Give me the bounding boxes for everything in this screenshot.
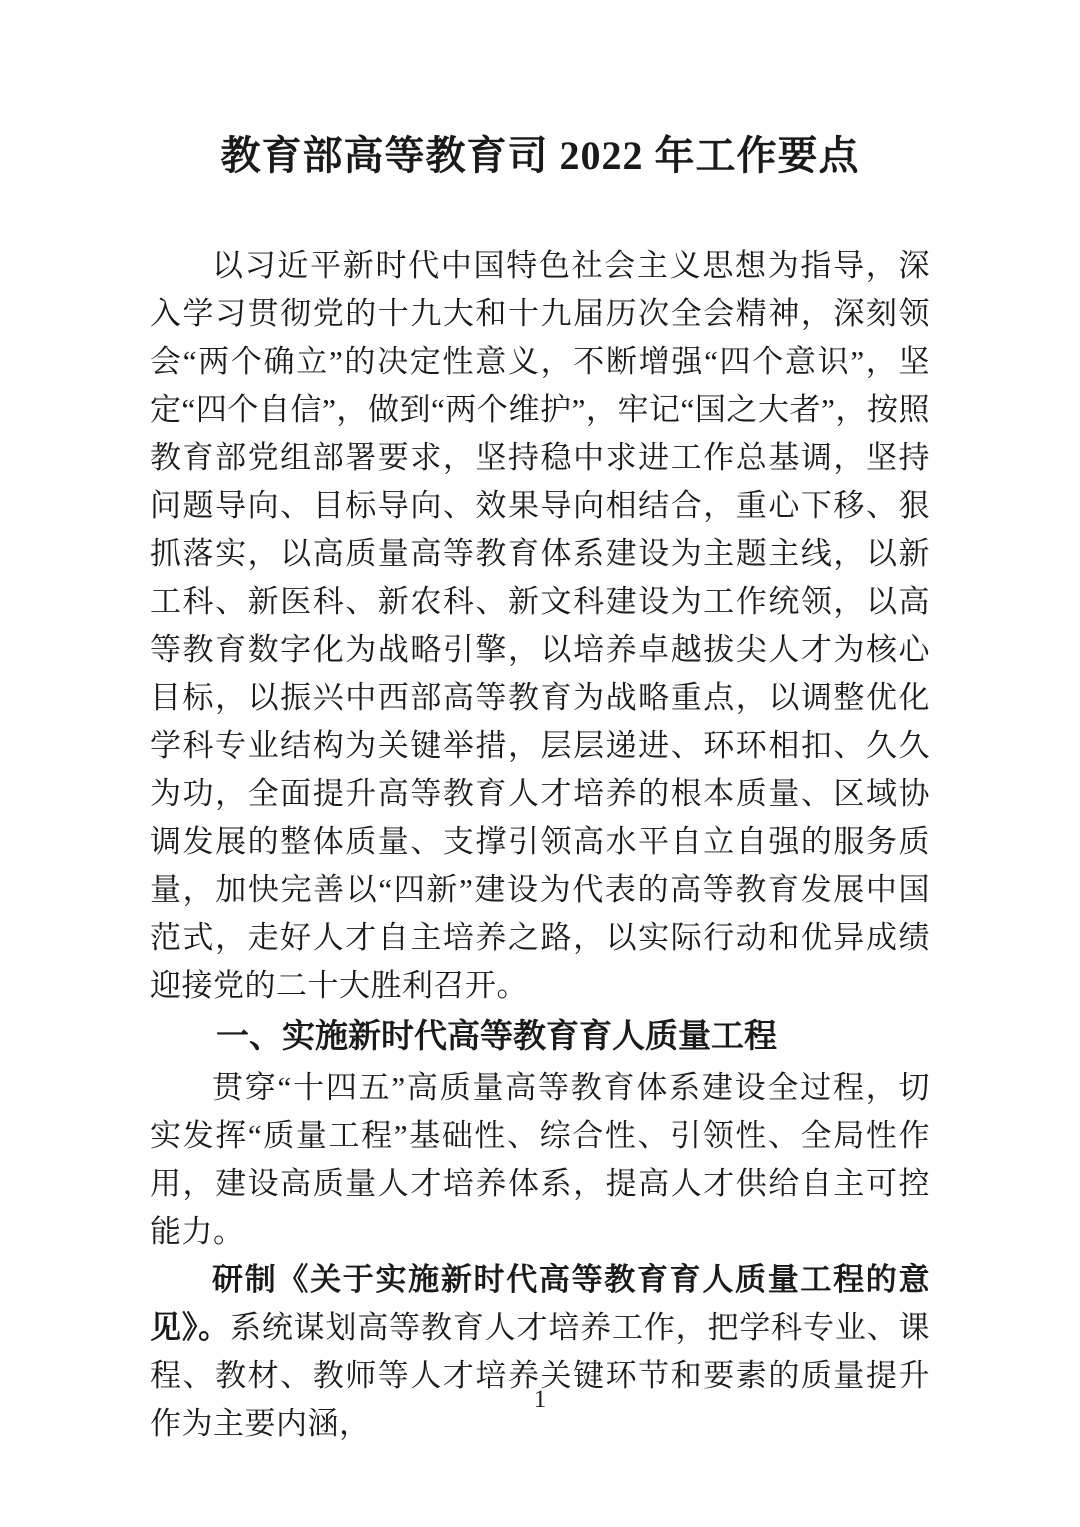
section-1-overview: 贯穿“十四五”高质量高等教育体系建设全过程，切实发挥“质量工程”基础性、综合性、引领性、全局性作用，建设高质量人才培养体系，提高人才供给自主可控能力。 [150,1070,930,1249]
section-1-item-1-lead: 研制《关于实施新时代高等教育育人质量工程的意见》。 [150,1262,930,1345]
document-title: 教育部高等教育司 2022 年工作要点 [220,133,860,178]
section-1-heading: 一、实施新时代高等教育育人质量工程 [216,1017,777,1054]
section-1-item-1-body: 系统谋划高等教育人才培养工作，把学科专业、课程、教材、教师等人才培养关键环节和要素的质量提升作为主要内涵， [150,1310,930,1441]
section-1-item-1 [150,1256,930,1448]
page-number: 1 [533,1386,547,1413]
intro-paragraph: 以习近平新时代中国特色社会主义思想为指导，深入学习贯彻党的十九大和十九届历次全会精神，深刻领会“两个确立”的决定性意义，不断增强“四个意识”，坚定“四个自信”，做到“两个维护”，牢记“国之大者”，按照教育部党组部署要求，坚持稳中求进工作总基调，坚持问题导向、目标导向、效果导向相结合，重心下移、狠抓落实，以高质量高等教育体系建设为主题主线，以新工科、新医科、新农科、新文科建设为工作统领，以高等教育数字化为战略引擎，以培养卓越拔尖人才为核心目标，以振兴中西部高等教育为战略重点，以调整优化学科专业结构为关键举措，层层递进、环环相扣、久久为功，全面提升高等教育人才培养的根本质量、区域协调发展的整体质量、支撑引领高水平自立自强的服务质量，加快完善以“四新”建设为代表的高等教育发展中国范式，走好人才自主培养之路，以实际行动和优异成绩迎接党的二十大胜利召开。 [150,248,930,1003]
